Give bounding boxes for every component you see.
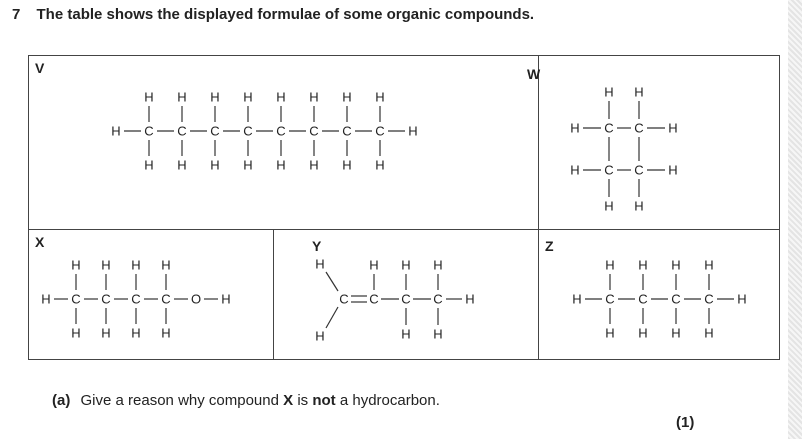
part-a-text-is: is [297,392,309,409]
hydrogen-atom: H [210,157,220,173]
part-a-text-1: Give a reason why compound [80,392,279,409]
carbon-atom: C [604,120,614,136]
hydrogen-atom: H [315,256,325,272]
hydrogen-atom: H [276,157,286,173]
hydrogen-atom: H [704,257,714,273]
hydrogen-atom: H [604,198,614,214]
hydrogen-atom: H [243,157,253,173]
hydrogen-atom: H [276,89,286,105]
cell-v [29,56,539,230]
hydrogen-atom: H [638,257,648,273]
hydrogen-atom: H [605,257,615,273]
bond [326,307,338,328]
carbon-atom: C [131,291,141,307]
hydrogen-atom: H [604,84,614,100]
hydrogen-atom: H [433,257,443,273]
label-y: Y [312,238,322,254]
part-a-prompt [52,392,440,409]
question-number: 7 [12,6,21,23]
carbon-atom: C [161,291,171,307]
question-text: The table shows the displayed formulae of some organic compounds. [36,6,535,23]
hydrogen-atom: H [161,257,171,273]
hydrogen-atom: H [41,291,51,307]
hydrogen-atom: H [177,89,187,105]
marks-label: (1) [676,414,695,431]
carbon-atom: C [605,291,615,307]
molecule-x [31,244,281,354]
page-edge [788,0,802,439]
compounds-table [28,55,780,360]
cell-w [527,56,779,230]
hydrogen-atom: H [572,291,582,307]
molecule-z [555,244,775,354]
carbon-atom: C [375,123,385,139]
hydrogen-atom: H [144,157,154,173]
question-heading [12,6,534,23]
hydrogen-atom: H [671,325,681,341]
hydrogen-atom: H [737,291,747,307]
hydrogen-atom: H [144,89,154,105]
label-x: X [35,234,45,250]
carbon-atom: C [276,123,286,139]
hydrogen-atom: H [638,325,648,341]
cell-x [29,230,274,360]
carbon-atom: C [401,291,411,307]
hydrogen-atom: H [243,89,253,105]
hydrogen-atom: H [342,89,352,105]
hydrogen-atom: H [671,257,681,273]
hydrogen-atom: H [668,162,678,178]
hydrogen-atom: H [210,89,220,105]
label-z: Z [545,238,554,254]
carbon-atom: C [433,291,443,307]
cell-y [274,230,539,360]
carbon-atom: C [369,291,379,307]
hydrogen-atom: H [369,257,379,273]
hydrogen-atom: H [131,325,141,341]
label-w: W [527,66,541,82]
hydrogen-atom: H [315,328,325,344]
part-a-number: (a) [52,392,71,409]
carbon-atom: C [144,123,154,139]
hydrogen-atom: H [177,157,187,173]
hydrogen-atom: H [408,123,418,139]
hydrogen-atom: H [131,257,141,273]
carbon-atom: C [101,291,111,307]
hydrogen-atom: H [433,326,443,342]
carbon-atom: C [634,162,644,178]
carbon-atom: C [210,123,220,139]
molecule-w [569,78,709,228]
carbon-atom: C [634,120,644,136]
hydrogen-atom: H [342,157,352,173]
hydrogen-atom: H [668,120,678,136]
hydrogen-atom: H [570,162,580,178]
hydrogen-atom: H [111,123,121,139]
carbon-atom: C [671,291,681,307]
molecule-v [99,76,459,186]
part-a-text-2: a hydrocarbon. [339,392,440,409]
hydrogen-atom: H [221,291,231,307]
hydrogen-atom: H [71,257,81,273]
hydrogen-atom: H [101,257,111,273]
molecule-y [314,244,534,354]
carbon-atom: C [342,123,352,139]
hydrogen-atom: H [101,325,111,341]
cell-z [539,230,779,360]
part-a-compound: X [283,392,294,409]
carbon-atom: C [604,162,614,178]
hydrogen-atom: H [161,325,171,341]
oxygen-atom: O [190,291,202,307]
carbon-atom: C [339,291,349,307]
carbon-atom: C [704,291,714,307]
bond [326,272,338,291]
hydrogen-atom: H [605,325,615,341]
hydrogen-atom: H [401,326,411,342]
hydrogen-atom: H [401,257,411,273]
carbon-atom: C [177,123,187,139]
carbon-atom: C [309,123,319,139]
carbon-atom: C [71,291,81,307]
hydrogen-atom: H [375,89,385,105]
hydrogen-atom: H [71,325,81,341]
label-v: V [35,60,45,76]
hydrogen-atom: H [465,291,475,307]
hydrogen-atom: H [704,325,714,341]
hydrogen-atom: H [309,157,319,173]
carbon-atom: C [243,123,253,139]
hydrogen-atom: H [634,84,644,100]
carbon-atom: C [638,291,648,307]
hydrogen-atom: H [309,89,319,105]
hydrogen-atom: H [375,157,385,173]
hydrogen-atom: H [570,120,580,136]
part-a-emphasis: not [312,392,336,409]
hydrogen-atom: H [634,198,644,214]
